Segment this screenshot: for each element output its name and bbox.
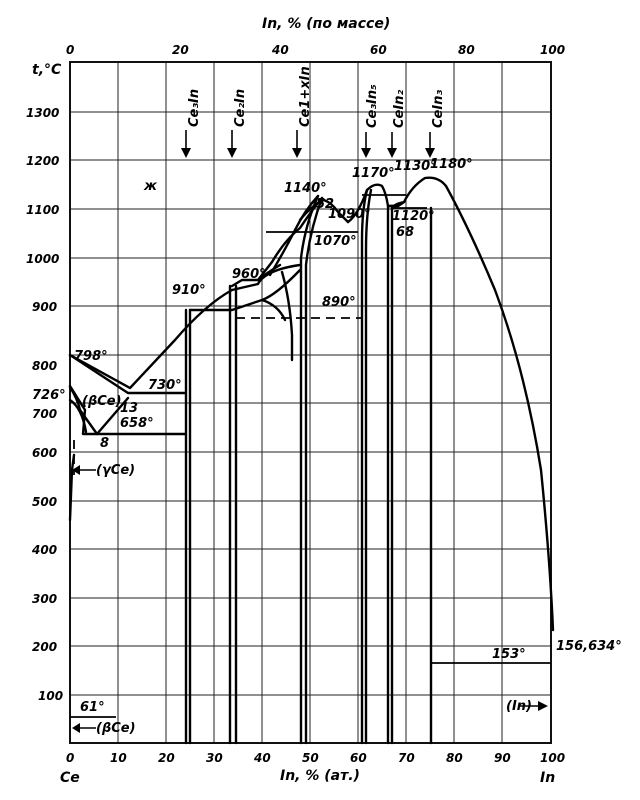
- phase-label-beta-ce-upper: (βCe): [82, 394, 122, 409]
- top-tick: 40: [272, 43, 289, 57]
- compound-label-ce1xin: Ce1+xIn: [298, 66, 313, 127]
- annotation-1140: 1140°: [284, 181, 327, 196]
- y-tick: 300: [32, 592, 58, 606]
- phase-label-liquid: ж: [144, 179, 157, 194]
- compound-label-ce3in: Ce₃In: [187, 88, 202, 127]
- y-tick: 1200: [26, 154, 60, 168]
- y-tick: 600: [32, 446, 58, 460]
- annotation-153: 153°: [492, 647, 526, 662]
- top-tick: 20: [172, 43, 189, 57]
- bottom-tick: 30: [206, 751, 223, 765]
- phase-label-gamma-ce: (γCe): [96, 463, 136, 478]
- bottom-tick: 20: [158, 751, 175, 765]
- y-tick: 1100: [26, 203, 60, 217]
- bottom-tick: 0: [66, 751, 75, 765]
- annotation-798: 798°: [74, 349, 108, 364]
- top-axis-title: In, % (по массе): [262, 16, 391, 32]
- bottom-tick: 70: [398, 751, 415, 765]
- phase-label-in: (In): [506, 699, 532, 714]
- annotation-68: 68: [396, 225, 415, 240]
- element-label-ce: Ce: [60, 770, 80, 786]
- y-tick: 900: [32, 300, 58, 314]
- grid: [70, 62, 551, 743]
- element-label-in: In: [540, 770, 556, 786]
- bottom-tick: 80: [446, 751, 463, 765]
- annotation-156: 156,634°: [556, 639, 622, 654]
- annotation-726: 726°: [32, 388, 66, 403]
- annotation-960: 960°: [232, 267, 266, 282]
- top-tick: 60: [370, 43, 387, 57]
- annotation-52: 52: [316, 197, 335, 212]
- y-tick: 1000: [26, 252, 60, 266]
- bottom-tick: 50: [302, 751, 319, 765]
- annotations: [32, 157, 622, 715]
- bottom-axis-title: In, % (ат.): [280, 768, 360, 784]
- compound-label-ce3in5: Ce₃In₅: [365, 84, 380, 128]
- y-tick: 200: [32, 640, 58, 654]
- phase-boundaries: [70, 178, 553, 743]
- bottom-tick: 90: [494, 751, 511, 765]
- annotation-1070: 1070°: [314, 234, 357, 249]
- y-tick: 700: [32, 407, 58, 421]
- annotation-910: 910°: [172, 283, 206, 298]
- y-tick-labels: [26, 106, 63, 703]
- annotation-1090: 1090°: [328, 207, 371, 222]
- bottom-tick-labels: [66, 751, 565, 765]
- top-tick: 80: [458, 43, 475, 57]
- annotation-8: 8: [100, 436, 110, 451]
- top-tick: 0: [66, 43, 75, 57]
- annotation-13: 13: [120, 401, 139, 416]
- top-tick-labels: [66, 43, 565, 57]
- bottom-tick: 60: [350, 751, 367, 765]
- y-axis-title: t,°C: [32, 62, 62, 78]
- y-tick: 1300: [26, 106, 60, 120]
- annotation-730: 730°: [148, 378, 182, 393]
- annotation-1120: 1120°: [392, 209, 435, 224]
- y-tick: 800: [32, 359, 58, 373]
- annotation-1180: 1180°: [430, 157, 473, 172]
- bottom-tick: 100: [540, 751, 566, 765]
- compound-label-cein2: CeIn₂: [392, 89, 407, 128]
- top-tick: 100: [540, 43, 566, 57]
- annotation-1130: 1130°: [394, 159, 437, 174]
- annotation-890: 890°: [322, 295, 356, 310]
- annotation-658: 658°: [120, 416, 154, 431]
- annotation-61: 61°: [80, 700, 105, 715]
- y-tick: 400: [32, 543, 58, 557]
- phase-label-beta-ce-lower: (βCe): [96, 721, 136, 736]
- compound-label-cein3: CeIn₃: [431, 89, 446, 128]
- compound-label-ce2in: Ce₂In: [233, 88, 248, 127]
- y-tick: 500: [32, 495, 58, 509]
- bottom-tick: 40: [254, 751, 271, 765]
- bottom-tick: 10: [110, 751, 127, 765]
- y-tick: 100: [38, 689, 64, 703]
- annotation-1170: 1170°: [352, 166, 395, 181]
